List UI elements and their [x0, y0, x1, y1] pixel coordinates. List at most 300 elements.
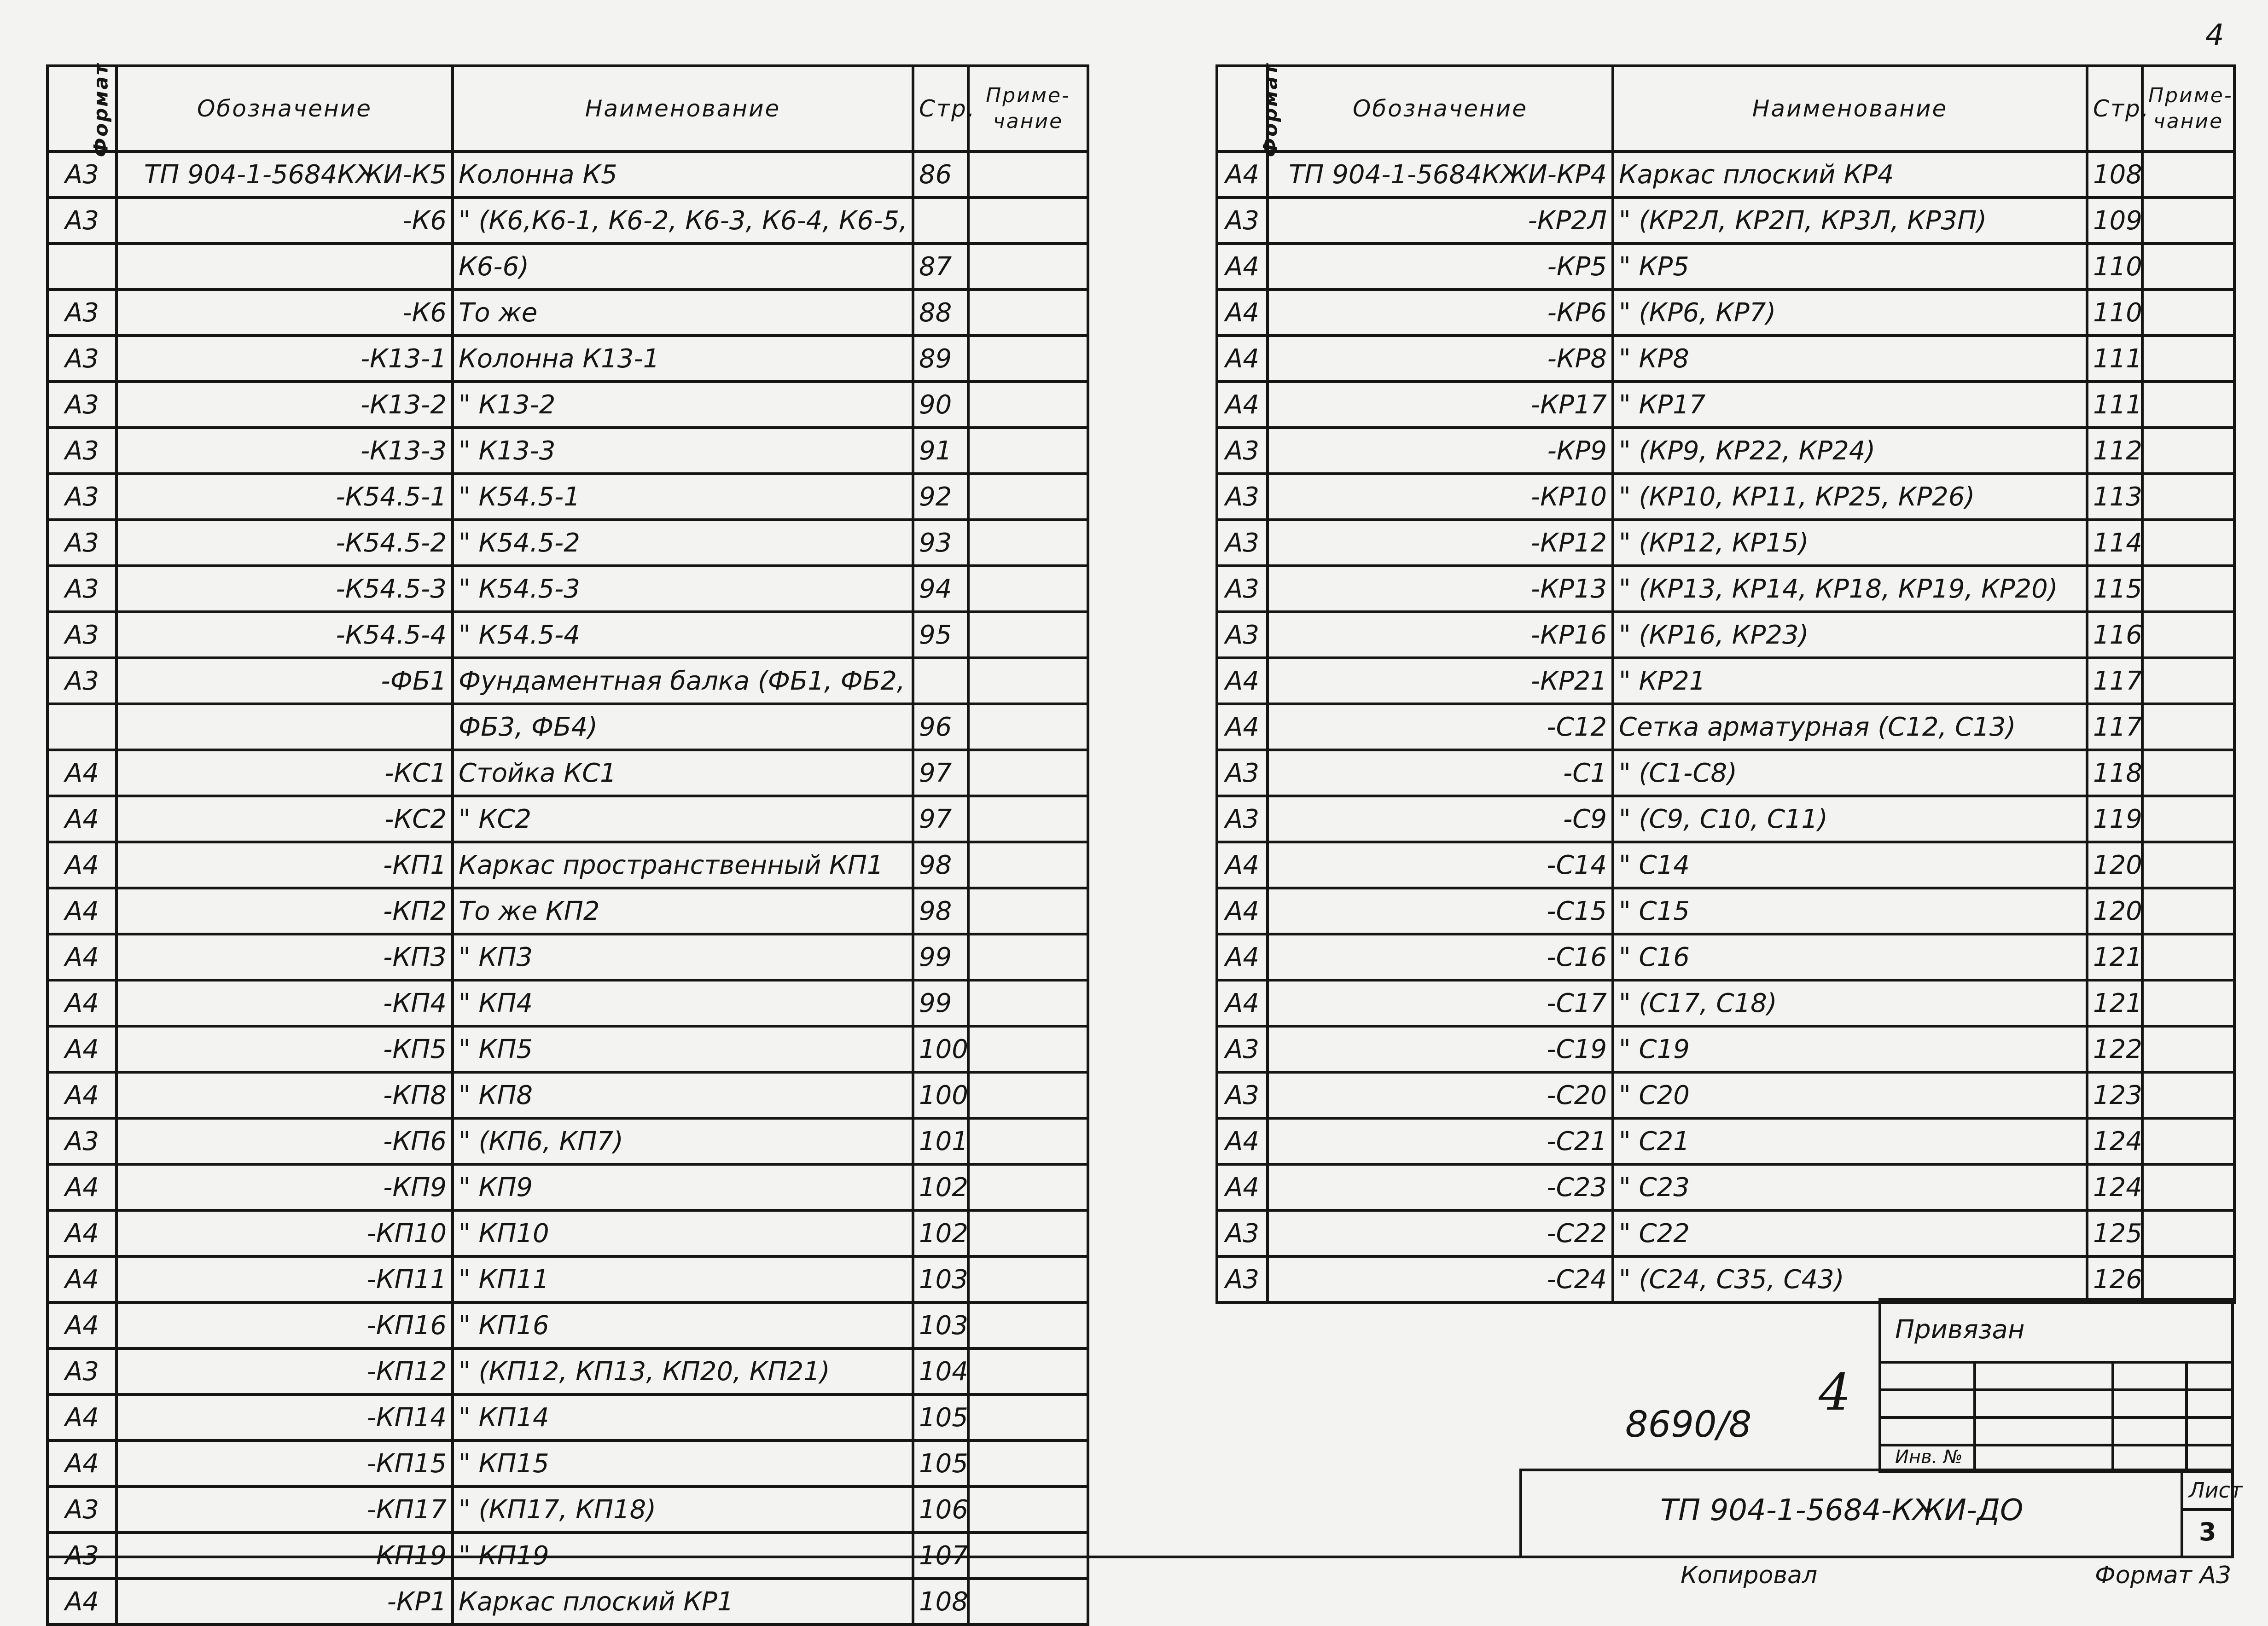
designation-cell: -К54.5-4 — [116, 612, 453, 658]
note-cell — [968, 934, 1088, 980]
page-cell: 112 — [2087, 428, 2142, 474]
page-cell: 120 — [2087, 842, 2142, 888]
designation-cell: -КС1 — [116, 750, 453, 796]
page-cell: 98 — [913, 842, 968, 888]
table-row — [47, 612, 1088, 658]
designation-cell: -КР16 — [1268, 612, 1613, 658]
note-cell — [968, 1302, 1088, 1348]
designation-cell: -К13-3 — [116, 428, 453, 474]
table-row — [47, 1210, 1088, 1256]
table-row — [1217, 1026, 2234, 1072]
format-cell — [47, 244, 116, 290]
format-cell: А4 — [1217, 1164, 1268, 1210]
page-cell: 124 — [2087, 1164, 2142, 1210]
note-cell — [2142, 382, 2234, 428]
name-cell: " (КР12, КР15) — [1613, 520, 2087, 566]
designation-cell: -КП8 — [116, 1072, 453, 1118]
name-cell: " С20 — [1613, 1072, 2087, 1118]
table-row — [47, 520, 1088, 566]
designation-cell: -КП17 — [116, 1487, 453, 1533]
note-cell — [2142, 842, 2234, 888]
designation-cell: -КР21 — [1268, 658, 1613, 704]
table-row — [1217, 290, 2234, 336]
name-cell: То же КП2 — [453, 888, 913, 934]
page-cell: 115 — [2087, 566, 2142, 612]
note-cell — [2142, 1210, 2234, 1256]
name-cell: " К54.5-3 — [453, 566, 913, 612]
document-code: ТП 904-1-5684-КЖИ-ДО — [1660, 1493, 2024, 1527]
table-row — [47, 197, 1088, 244]
name-cell: " КП8 — [453, 1072, 913, 1118]
note-cell — [968, 1164, 1088, 1210]
name-cell: " К54.5-2 — [453, 520, 913, 566]
table-row — [1217, 244, 2234, 290]
name-cell: " (КР13, КР14, КР18, КР19, КР20) — [1613, 566, 2087, 612]
table-row — [47, 151, 1088, 197]
format-cell: А3 — [47, 474, 116, 520]
format-cell: А4 — [1217, 336, 1268, 382]
page-cell: 108 — [2087, 151, 2142, 197]
format-cell: А4 — [47, 1164, 116, 1210]
designation-cell: -КП12 — [116, 1348, 453, 1394]
note-cell — [968, 658, 1088, 704]
table-row — [47, 980, 1088, 1026]
designation-cell: -С1 — [1268, 750, 1613, 796]
page-cell: 97 — [913, 750, 968, 796]
page-cell: 91 — [913, 428, 968, 474]
format-cell: А3 — [1217, 566, 1268, 612]
table-row — [47, 1118, 1088, 1164]
table-row — [1217, 704, 2234, 750]
name-cell: " (С17, С18) — [1613, 980, 2087, 1026]
table-row — [47, 1348, 1088, 1394]
table-row — [1217, 1256, 2234, 1302]
table-row — [1217, 336, 2234, 382]
table-row — [47, 1072, 1088, 1118]
note-cell — [968, 980, 1088, 1026]
page-cell: 117 — [2087, 658, 2142, 704]
table-row — [1217, 842, 2234, 888]
name-cell: " КП16 — [453, 1302, 913, 1348]
name-cell: Каркас плоский КР4 — [1613, 151, 2087, 197]
designation-cell: -К6 — [116, 197, 453, 244]
name-cell: " К54.5-4 — [453, 612, 913, 658]
format-cell: А4 — [1217, 980, 1268, 1026]
page-cell: 119 — [2087, 796, 2142, 842]
page-cell: 124 — [2087, 1118, 2142, 1164]
table-row — [1217, 888, 2234, 934]
format-cell: А4 — [1217, 704, 1268, 750]
designation-cell: -КП15 — [116, 1440, 453, 1487]
note-cell — [2142, 934, 2234, 980]
page-cell: 111 — [2087, 382, 2142, 428]
page-cell: 95 — [913, 612, 968, 658]
note-cell — [968, 1072, 1088, 1118]
format-cell: А3 — [47, 658, 116, 704]
name-cell: " КП9 — [453, 1164, 913, 1210]
stamp-number: 8690/8 — [1625, 1404, 1752, 1446]
page-cell: 107 — [913, 1533, 968, 1579]
designation-cell: -КР10 — [1268, 474, 1613, 520]
table-row — [1217, 796, 2234, 842]
page-cell: 125 — [2087, 1210, 2142, 1256]
format-cell: А3 — [47, 1348, 116, 1394]
designation-cell: -ФБ1 — [116, 658, 453, 704]
name-cell: " (КР10, КР11, КР25, КР26) — [1613, 474, 2087, 520]
note-cell — [2142, 244, 2234, 290]
table-row — [1217, 382, 2234, 428]
note-cell — [968, 1394, 1088, 1440]
format-cell: А4 — [1217, 1118, 1268, 1164]
designation-cell: -КП11 — [116, 1256, 453, 1302]
table-row — [47, 474, 1088, 520]
page-cell: 101 — [913, 1118, 968, 1164]
note-cell — [2142, 612, 2234, 658]
format-cell: А3 — [47, 382, 116, 428]
designation-cell: -КР13 — [1268, 566, 1613, 612]
designation-cell: -С21 — [1268, 1118, 1613, 1164]
name-cell: " КП4 — [453, 980, 913, 1026]
format-cell: А4 — [1217, 842, 1268, 888]
note-cell — [2142, 290, 2234, 336]
note-cell — [968, 704, 1088, 750]
name-cell: " КП10 — [453, 1210, 913, 1256]
designation-cell: -К54.5-1 — [116, 474, 453, 520]
name-cell: " КП19 — [453, 1533, 913, 1579]
page-cell: 96 — [913, 704, 968, 750]
name-cell: " К54.5-1 — [453, 474, 913, 520]
table-row — [1217, 980, 2234, 1026]
table-row — [47, 796, 1088, 842]
table-row — [1217, 520, 2234, 566]
name-cell: К6-6) — [453, 244, 913, 290]
note-cell — [968, 888, 1088, 934]
name-cell: " С23 — [1613, 1164, 2087, 1210]
copied-by-label: Копировал — [1681, 1562, 1818, 1589]
page-cell: 105 — [913, 1440, 968, 1487]
note-cell — [968, 1440, 1088, 1487]
page-cell: 97 — [913, 796, 968, 842]
table-row — [1217, 750, 2234, 796]
table-row — [1217, 151, 2234, 197]
format-cell: А3 — [47, 520, 116, 566]
table-row — [47, 704, 1088, 750]
page-cell: 102 — [913, 1210, 968, 1256]
designation-cell: -КР17 — [1268, 382, 1613, 428]
table-row — [47, 244, 1088, 290]
designation-cell: -С23 — [1268, 1164, 1613, 1210]
name-cell: Колонна К5 — [453, 151, 913, 197]
name-cell: " (КП6, КП7) — [453, 1118, 913, 1164]
designation-cell: -КП5 — [116, 1026, 453, 1072]
table-row — [1217, 612, 2234, 658]
privyazan-block — [1878, 1298, 2234, 1473]
format-cell: А3 — [47, 197, 116, 244]
note-cell — [968, 796, 1088, 842]
table-row — [1217, 934, 2234, 980]
name-cell: " (С1-С8) — [1613, 750, 2087, 796]
name-cell: " (КП12, КП13, КП20, КП21) — [453, 1348, 913, 1394]
page-cell: 89 — [913, 336, 968, 382]
format-cell: А4 — [47, 934, 116, 980]
page-cell: 110 — [2087, 290, 2142, 336]
header-page: Стр. — [2087, 66, 2142, 151]
name-cell: " КС2 — [453, 796, 913, 842]
table-row — [47, 1164, 1088, 1210]
designation-cell: -С19 — [1268, 1026, 1613, 1072]
format-cell: А3 — [1217, 612, 1268, 658]
note-cell — [2142, 796, 2234, 842]
right-register-table — [1215, 64, 2236, 1304]
table-row — [1217, 1118, 2234, 1164]
designation-cell: -КП16 — [116, 1302, 453, 1348]
page-cell: 90 — [913, 382, 968, 428]
page-cell: 86 — [913, 151, 968, 197]
format-cell: А4 — [47, 1026, 116, 1072]
page-cell: 106 — [913, 1487, 968, 1533]
table-row — [47, 1394, 1088, 1440]
note-cell — [968, 382, 1088, 428]
format-cell: А3 — [1217, 1256, 1268, 1302]
format-cell: А4 — [1217, 382, 1268, 428]
designation-cell: -К54.5-2 — [116, 520, 453, 566]
designation-cell: -КП3 — [116, 934, 453, 980]
page-cell: 88 — [913, 290, 968, 336]
table-row — [47, 1256, 1088, 1302]
table-row — [1217, 474, 2234, 520]
note-cell — [968, 151, 1088, 197]
designation-cell: -К6 — [116, 290, 453, 336]
format-footer: Формат А3 — [2095, 1562, 2232, 1589]
table-row — [47, 1533, 1088, 1579]
table-row — [1217, 1210, 2234, 1256]
format-cell: А3 — [1217, 1210, 1268, 1256]
designation-cell: ТП 904-1-5684КЖИ-КР4 — [1268, 151, 1613, 197]
note-cell — [2142, 566, 2234, 612]
name-cell: " (С24, С35, С43) — [1613, 1256, 2087, 1302]
format-cell: А4 — [47, 842, 116, 888]
designation-cell: -К54.5-3 — [116, 566, 453, 612]
header-note: Приме-чание — [968, 66, 1088, 151]
designation-cell: -К13-1 — [116, 336, 453, 382]
note-cell — [2142, 1164, 2234, 1210]
table-row — [47, 842, 1088, 888]
note-cell — [968, 1118, 1088, 1164]
page-cell: 100 — [913, 1026, 968, 1072]
format-cell: А4 — [1217, 888, 1268, 934]
format-cell: А4 — [47, 980, 116, 1026]
note-cell — [968, 197, 1088, 244]
name-cell: " С21 — [1613, 1118, 2087, 1164]
format-cell: А4 — [47, 750, 116, 796]
page-cell: 104 — [913, 1348, 968, 1394]
header-name: Наименование — [453, 66, 913, 151]
header-format: Формат — [47, 66, 116, 151]
table-row — [47, 750, 1088, 796]
designation-cell: -КР5 — [1268, 244, 1613, 290]
note-cell — [2142, 197, 2234, 244]
format-cell: А3 — [1217, 428, 1268, 474]
note-cell — [968, 336, 1088, 382]
page-cell — [913, 658, 968, 704]
designation-cell: -КП9 — [116, 1164, 453, 1210]
name-cell: " К13-3 — [453, 428, 913, 474]
name-cell: То же — [453, 290, 913, 336]
designation-cell: -КП1 — [116, 842, 453, 888]
designation-cell: -С16 — [1268, 934, 1613, 980]
note-cell — [968, 290, 1088, 336]
note-cell — [968, 520, 1088, 566]
designation-cell: -КР1 — [116, 1579, 453, 1625]
designation-cell: -КР2Л — [1268, 197, 1613, 244]
format-cell: А4 — [47, 888, 116, 934]
note-cell — [2142, 428, 2234, 474]
name-cell: " КР5 — [1613, 244, 2087, 290]
inv-number-label: Инв. № — [1895, 1446, 1963, 1468]
format-cell: А4 — [1217, 934, 1268, 980]
name-cell: " К13-2 — [453, 382, 913, 428]
format-cell: А3 — [1217, 1072, 1268, 1118]
page-cell: 87 — [913, 244, 968, 290]
note-cell — [2142, 750, 2234, 796]
name-cell: " (КР9, КР22, КР24) — [1613, 428, 2087, 474]
header-name: Наименование — [1613, 66, 2087, 151]
privyazan-label: Привязан — [1895, 1315, 2025, 1345]
name-cell: Каркас плоский КР1 — [453, 1579, 913, 1625]
name-cell: Стойка КС1 — [453, 750, 913, 796]
page-cell: 102 — [913, 1164, 968, 1210]
designation-cell: -КС2 — [116, 796, 453, 842]
designation-cell: -С12 — [1268, 704, 1613, 750]
page-cell: 94 — [913, 566, 968, 612]
name-cell: " КР8 — [1613, 336, 2087, 382]
designation-cell: -КР12 — [1268, 520, 1613, 566]
note-cell — [2142, 658, 2234, 704]
format-cell: А4 — [1217, 244, 1268, 290]
name-cell: " С15 — [1613, 888, 2087, 934]
designation-cell: -С24 — [1268, 1256, 1613, 1302]
name-cell: Каркас пространственный КП1 — [453, 842, 913, 888]
table-row — [1217, 566, 2234, 612]
table-row — [1217, 428, 2234, 474]
table-row — [47, 1302, 1088, 1348]
name-cell: " КР17 — [1613, 382, 2087, 428]
designation-cell — [116, 244, 453, 290]
page-cell: 126 — [2087, 1256, 2142, 1302]
name-cell: " КП11 — [453, 1256, 913, 1302]
format-cell: А4 — [47, 1072, 116, 1118]
format-cell: А4 — [1217, 658, 1268, 704]
designation-cell: -КР8 — [1268, 336, 1613, 382]
name-cell: ФБ3, ФБ4) — [453, 704, 913, 750]
designation-cell: -С15 — [1268, 888, 1613, 934]
handwritten-mark: 4 — [1819, 1363, 1851, 1422]
left-register-table — [46, 64, 1089, 1626]
header-designation: Обозначение — [116, 66, 453, 151]
page-cell: 122 — [2087, 1026, 2142, 1072]
format-cell: А3 — [47, 1118, 116, 1164]
designation-cell: -КП4 — [116, 980, 453, 1026]
designation-cell: -КР9 — [1268, 428, 1613, 474]
format-cell: А3 — [47, 428, 116, 474]
table-row — [1217, 1072, 2234, 1118]
note-cell — [968, 1026, 1088, 1072]
name-cell: " (К6,К6-1, К6-2, К6-3, К6-4, К6-5, — [453, 197, 913, 244]
table-row — [1217, 1164, 2234, 1210]
note-cell — [968, 1256, 1088, 1302]
format-cell: А3 — [1217, 796, 1268, 842]
page-cell: 103 — [913, 1302, 968, 1348]
format-cell: А4 — [47, 1302, 116, 1348]
format-cell: А3 — [1217, 520, 1268, 566]
format-cell: А3 — [1217, 197, 1268, 244]
table-row — [47, 336, 1088, 382]
note-cell — [968, 1210, 1088, 1256]
format-cell: А4 — [1217, 151, 1268, 197]
format-cell: А4 — [47, 1579, 116, 1625]
name-cell: " КР21 — [1613, 658, 2087, 704]
sheet-label: Лист — [2189, 1478, 2243, 1503]
designation-cell: -К13-2 — [116, 382, 453, 428]
table-row — [47, 658, 1088, 704]
name-cell: Колонна К13-1 — [453, 336, 913, 382]
format-cell: А3 — [47, 151, 116, 197]
note-cell — [2142, 520, 2234, 566]
table-row — [47, 1579, 1088, 1625]
note-cell — [2142, 336, 2234, 382]
name-cell: " С14 — [1613, 842, 2087, 888]
name-cell: " (КП17, КП18) — [453, 1487, 913, 1533]
page-cell: 110 — [2087, 244, 2142, 290]
designation-cell: -С20 — [1268, 1072, 1613, 1118]
format-cell: А3 — [47, 290, 116, 336]
table-header-row — [47, 66, 1088, 151]
name-cell: " С22 — [1613, 1210, 2087, 1256]
note-cell — [2142, 1118, 2234, 1164]
format-cell: А3 — [1217, 1026, 1268, 1072]
name-cell: " С16 — [1613, 934, 2087, 980]
note-cell — [2142, 704, 2234, 750]
page-cell: 103 — [913, 1256, 968, 1302]
page-cell: 100 — [913, 1072, 968, 1118]
sheet-corner-number: 4 — [2205, 18, 2224, 52]
table-row — [47, 290, 1088, 336]
page-cell: 92 — [913, 474, 968, 520]
designation-cell: -КП2 — [116, 888, 453, 934]
page-cell: 116 — [2087, 612, 2142, 658]
page-cell: 111 — [2087, 336, 2142, 382]
note-cell — [968, 1579, 1088, 1625]
format-cell: А4 — [47, 1256, 116, 1302]
page-cell: 118 — [2087, 750, 2142, 796]
page-cell: 121 — [2087, 980, 2142, 1026]
page-cell: 98 — [913, 888, 968, 934]
name-cell: " КП5 — [453, 1026, 913, 1072]
note-cell — [2142, 151, 2234, 197]
format-cell: А3 — [47, 1487, 116, 1533]
page-cell — [913, 197, 968, 244]
name-cell: " КП15 — [453, 1440, 913, 1487]
header-format: Формат — [1217, 66, 1268, 151]
designation-cell: -КП10 — [116, 1210, 453, 1256]
note-cell — [2142, 1026, 2234, 1072]
page-cell: 121 — [2087, 934, 2142, 980]
page-cell: 114 — [2087, 520, 2142, 566]
table-row — [47, 1487, 1088, 1533]
table-row — [47, 428, 1088, 474]
note-cell — [968, 1348, 1088, 1394]
format-cell: А4 — [47, 796, 116, 842]
